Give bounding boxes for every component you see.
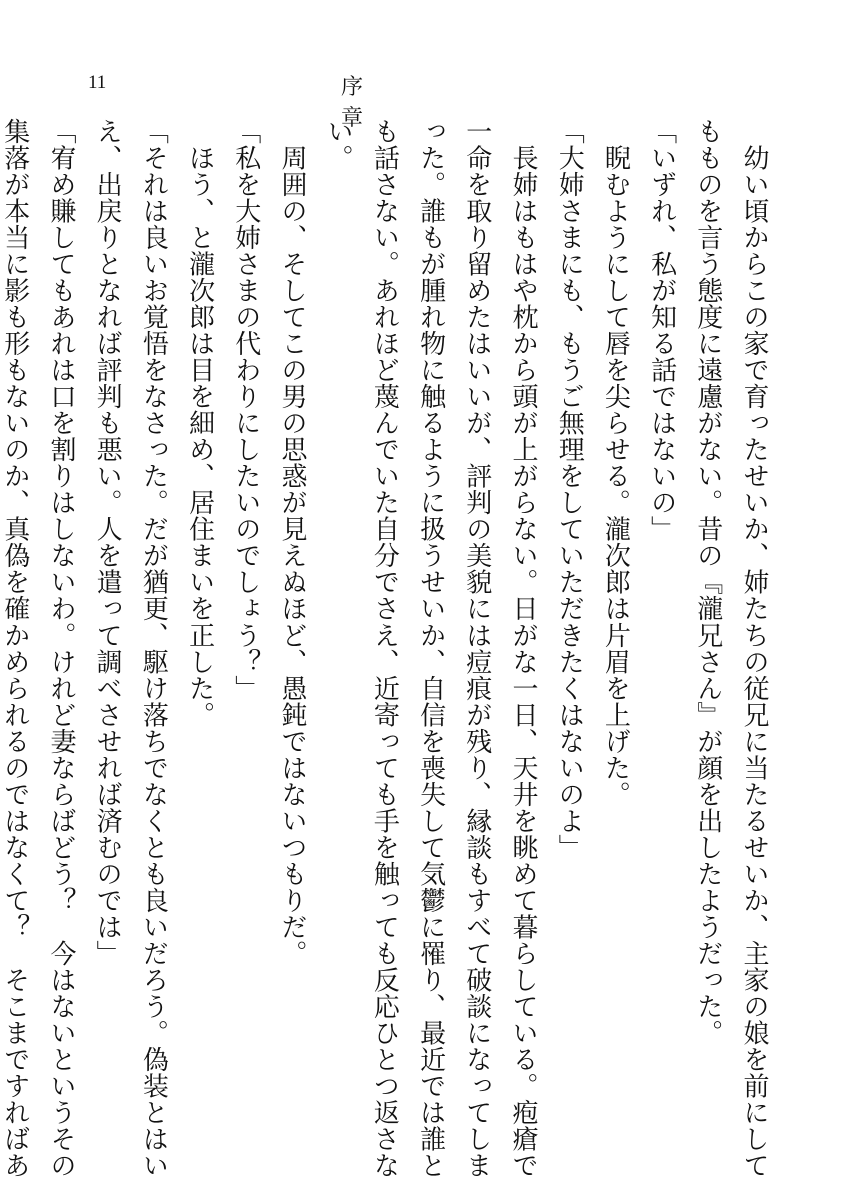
text-line: 「私を大姉さまの代わりにしたいのでしょう？」: [230, 118, 261, 702]
text-line: もものを言う態度に遠慮がない。昔の『瀧兄さん』が顔を出したようだった。: [692, 118, 723, 1047]
text-line: った。誰もが腫れ物に触るように扱うせいか、自信を喪失して気鬱に罹り、最近では誰と: [415, 118, 446, 1179]
text-line: 睨むようにして唇を尖らせる。瀧次郎は片眉を上げた。: [600, 118, 631, 808]
body-text: [0, 118, 777, 1179]
text-line: 一命を取り留めたはいいが、評判の美貌には痘痕が残り、縁談もすべて破談になってしま: [461, 118, 492, 1179]
text-line: 「それは良いお覚悟をなさった。だが猶更、駆け落ちでなくとも良いだろう。偽装とはい: [138, 118, 169, 1179]
text-line: も話さない。あれほど蔑んでいた自分でさえ、近寄っても手を触っても反応ひとつ返さな: [369, 118, 400, 1179]
text-line: 「宥め賺してもあれは口を割りはしないわ。けれど妻ならばどう？ 今はないというその: [45, 118, 76, 1179]
chapter-title: 序 章: [341, 75, 456, 131]
text-line: 集落が本当に影も形もないのか、真偽を確かめられるのではなくて？ そこまですればあ: [0, 118, 30, 1179]
text-line: 周囲の、そしてこの男の思惑が見えぬほど、愚鈍ではないつもりだ。: [276, 118, 307, 967]
text-line: 長姉はもはや枕から頭が上がらない。日がな一日、天井を眺めて暮らしている。疱瘡で: [507, 118, 538, 1179]
page-number: 11: [88, 72, 107, 93]
text-line: 「いずれ、私が知る話ではないの」: [646, 118, 677, 543]
text-line: え、出戻りとなれば評判も悪い。人を遣って調べさせれば済むのでは」: [92, 118, 123, 967]
text-line: 「大姉さまにも、もうご無理をしていただきたくはないのよ」: [554, 118, 585, 861]
text-line: い。: [323, 118, 354, 172]
text-line: ほう、と瀧次郎は目を細め、居住まいを正した。: [184, 118, 215, 728]
text-line: 幼い頃からこの家で育ったせいか、姉たちの従兄に当たるせいか、主家の娘を前にして: [739, 118, 769, 1179]
